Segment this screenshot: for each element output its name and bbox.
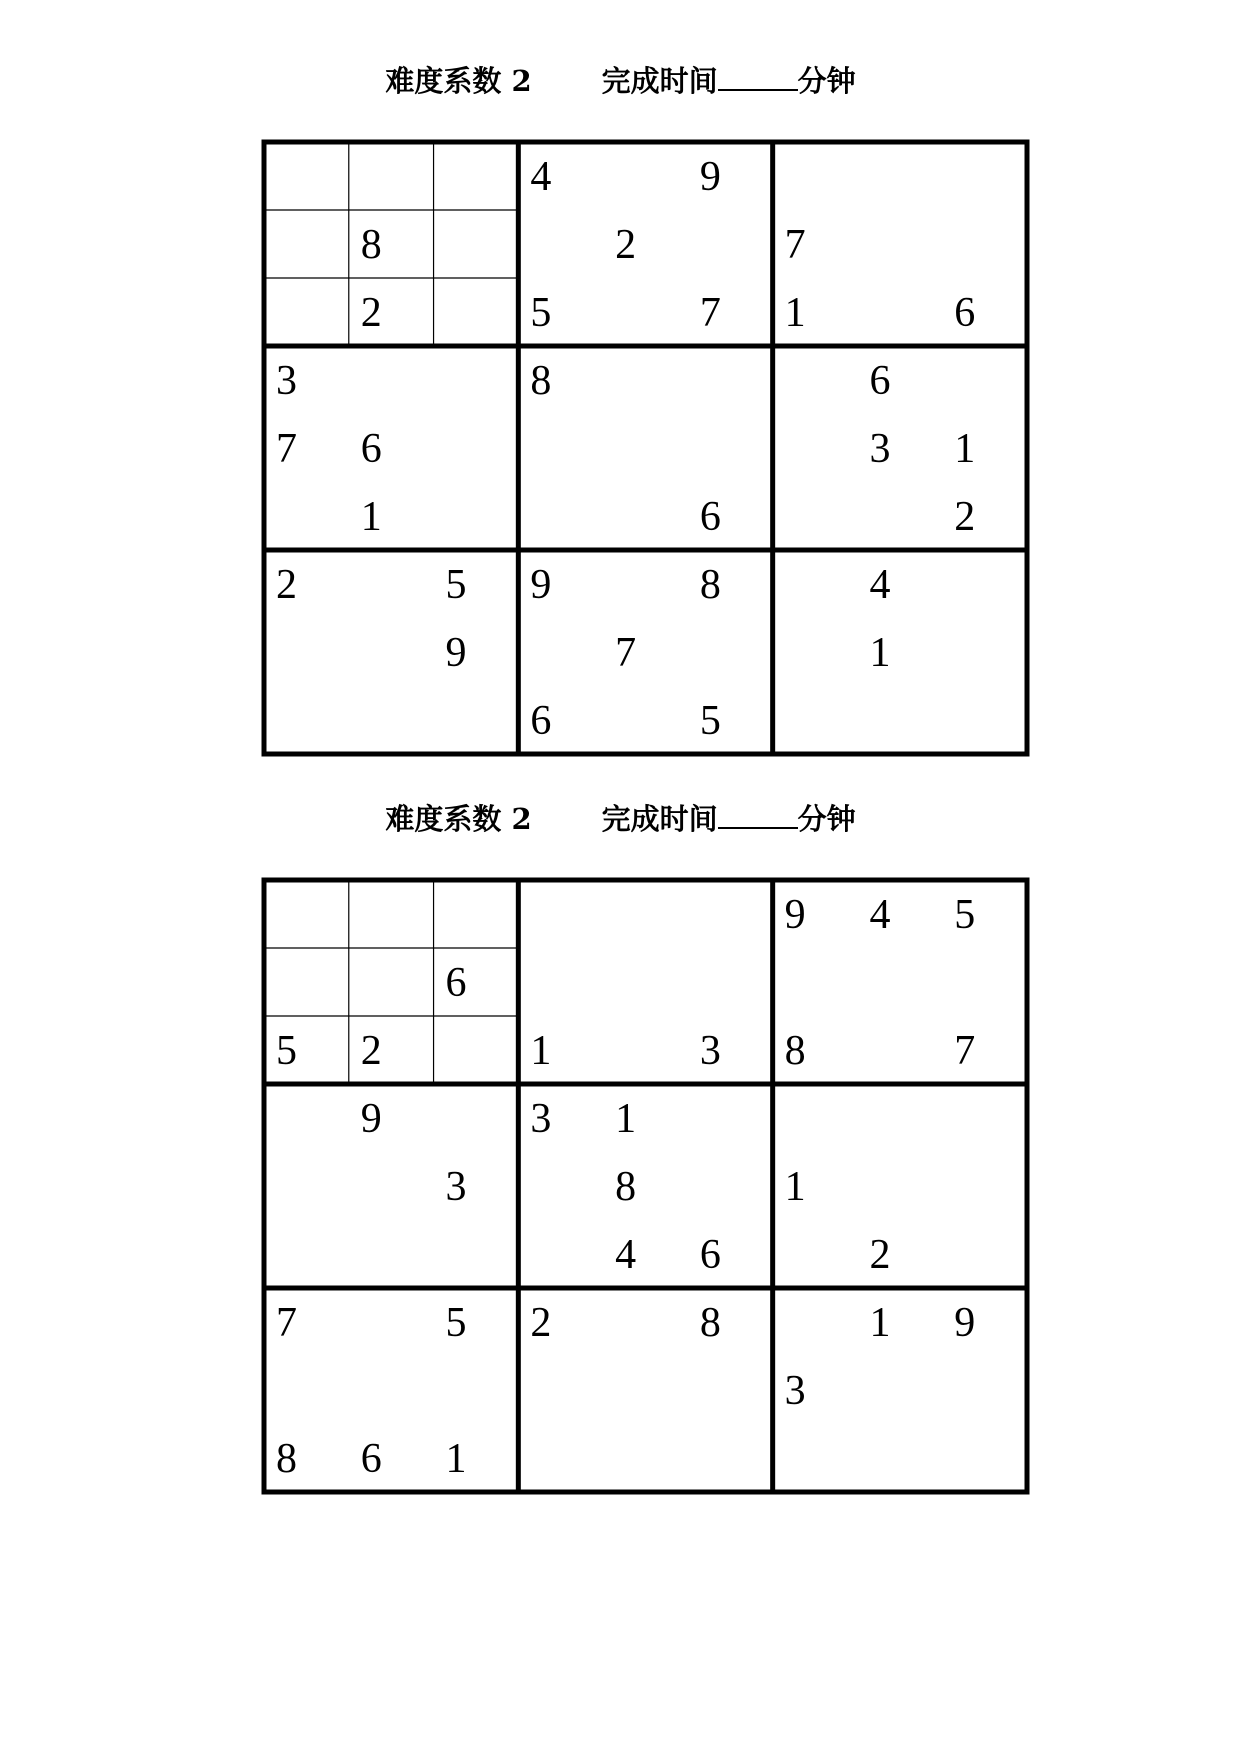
given-digit: 8 [784,1028,806,1074]
sudoku-cell [264,1424,348,1490]
sudoku-cell [349,210,433,276]
given-digit: 3 [869,426,891,472]
sudoku-cell [349,414,433,480]
given-digit: 1 [784,1164,806,1210]
sudoku-cell [518,1288,602,1354]
sudoku-cell [603,1084,687,1150]
given-digit: 5 [445,1300,467,1346]
sudoku-cell[interactable] [688,1152,772,1218]
given-digit: 1 [784,290,806,336]
sudoku-cell[interactable] [434,1084,518,1150]
given-digit: 8 [699,1300,721,1346]
given-digit: 6 [360,1436,382,1482]
given-digit: 6 [530,698,552,744]
sudoku-cell[interactable] [603,1288,687,1354]
sudoku-cell [264,1016,348,1082]
sudoku-cell [603,210,687,276]
given-digit: 2 [360,290,382,336]
sudoku-cell [688,278,772,344]
sudoku-cell [434,1424,518,1490]
sudoku-cell[interactable] [773,618,857,684]
sudoku-cell [434,1152,518,1218]
sudoku-cell[interactable] [349,550,433,616]
given-digit: 3 [699,1028,721,1074]
sudoku-cell[interactable] [857,482,941,548]
sudoku-cell [349,278,433,344]
puzzle-1-header [0,61,1241,101]
sudoku-cell[interactable] [773,1288,857,1354]
sudoku-cell[interactable] [264,1152,348,1218]
given-digit: 1 [869,630,891,676]
time-unit-label: 分钟 [797,64,856,98]
sudoku-cell [688,1016,772,1082]
sudoku-cell [857,414,941,480]
given-digit: 9 [954,1300,976,1346]
sudoku-cell [518,346,602,412]
given-digit: 1 [615,1096,637,1142]
sudoku-cell[interactable] [518,210,602,276]
sudoku-cell[interactable] [857,948,941,1014]
given-digit: 9 [530,562,552,608]
time-label: 完成时间 [601,802,718,836]
sudoku-cell[interactable] [773,414,857,480]
sudoku-cell [434,1288,518,1354]
sudoku-cell [773,278,857,344]
sudoku-cell [773,1356,857,1422]
sudoku-cell[interactable] [264,278,348,344]
sudoku-cell[interactable] [518,414,602,480]
sudoku-cell[interactable] [603,948,687,1014]
sudoku-cell[interactable] [942,346,1026,412]
sudoku-cell[interactable] [434,142,518,208]
sudoku-cell[interactable] [603,1424,687,1490]
sudoku-cell[interactable] [603,482,687,548]
sudoku-cell[interactable] [688,210,772,276]
given-digit: 6 [699,494,721,540]
given-digit: 3 [784,1368,806,1414]
given-digit: 8 [615,1164,637,1210]
time-label: 完成时间 [601,64,718,98]
sudoku-cell[interactable] [857,278,941,344]
sudoku-cell[interactable] [773,346,857,412]
given-digit: 2 [954,494,976,540]
sudoku-cell[interactable] [603,880,687,946]
sudoku-cell[interactable] [857,1152,941,1218]
given-digit: 7 [276,1300,297,1346]
given-digit: 7 [784,222,806,268]
sudoku-cell[interactable] [264,948,348,1014]
sudoku-cell[interactable] [688,618,772,684]
sudoku-cell[interactable] [264,618,348,684]
given-digit: 2 [530,1300,552,1346]
sudoku-cell[interactable] [434,346,518,412]
sudoku-cell[interactable] [857,210,941,276]
sudoku-cell [857,880,941,946]
sudoku-cell[interactable] [603,346,687,412]
given-digit: 7 [276,426,297,472]
sudoku-cell[interactable] [264,686,348,752]
given-digit: 4 [869,562,891,608]
sudoku-cell[interactable] [773,948,857,1014]
sudoku-cell[interactable] [688,948,772,1014]
sudoku-cell[interactable] [942,142,1026,208]
sudoku-cell[interactable] [434,278,518,344]
sudoku-cell [518,142,602,208]
sudoku-cell [264,550,348,616]
sudoku-cell [942,880,1026,946]
sudoku-cell [603,1152,687,1218]
sudoku-cell [857,346,941,412]
sudoku-cell[interactable] [942,948,1026,1014]
given-digit: 6 [699,1232,721,1278]
given-digit: 3 [530,1096,552,1142]
sudoku-cell[interactable] [264,1084,348,1150]
sudoku-cell[interactable] [264,142,348,208]
sudoku-cell[interactable] [857,1084,941,1150]
sudoku-cell [688,1288,772,1354]
sudoku-cell[interactable] [349,1220,433,1286]
sudoku-cell[interactable] [688,414,772,480]
time-blank-line[interactable] [718,61,798,91]
sudoku-cell [434,948,518,1014]
sudoku-cell[interactable] [349,618,433,684]
sudoku-cell[interactable] [773,1084,857,1150]
sudoku-cell [264,1288,348,1354]
given-digit: 1 [869,1300,891,1346]
sudoku-cell [942,1016,1026,1082]
sudoku-cell [264,346,348,412]
sudoku-grid-2 [264,880,1027,1492]
given-digit: 1 [954,426,976,472]
given-digit: 4 [530,154,552,200]
sudoku-cell [264,414,348,480]
sudoku-cell[interactable] [349,1152,433,1218]
given-digit: 4 [615,1232,637,1278]
sudoku-cell[interactable] [688,346,772,412]
sudoku-cell [518,686,602,752]
sudoku-cell [773,210,857,276]
sudoku-cell[interactable] [603,414,687,480]
sudoku-cell [773,880,857,946]
sudoku-cell[interactable] [942,550,1026,616]
given-digit: 5 [699,698,721,744]
sudoku-cell[interactable] [942,1356,1026,1422]
sudoku-cell[interactable] [773,482,857,548]
sudoku-cell[interactable] [942,1084,1026,1150]
given-digit: 8 [530,358,552,404]
given-digit: 4 [869,892,891,938]
sudoku-cell [688,1220,772,1286]
sudoku-cell[interactable] [603,550,687,616]
time-unit-label: 分钟 [797,802,856,836]
sudoku-cell[interactable] [773,550,857,616]
difficulty-label: 难度系数 2 [385,64,532,98]
sudoku-cell[interactable] [434,210,518,276]
sudoku-cell[interactable] [434,880,518,946]
sudoku-cell[interactable] [857,686,941,752]
sudoku-cell[interactable] [688,1424,772,1490]
sudoku-cell[interactable] [349,142,433,208]
difficulty-label: 难度系数 2 [385,802,532,836]
sudoku-cell [857,550,941,616]
sudoku-cell [942,414,1026,480]
sudoku-cell[interactable] [349,948,433,1014]
given-digit: 1 [360,494,382,540]
sudoku-cell[interactable] [349,686,433,752]
sudoku-cell[interactable] [434,1356,518,1422]
sudoku-cell[interactable] [857,1424,941,1490]
given-digit: 9 [360,1096,382,1142]
sudoku-cell[interactable] [264,482,348,548]
sudoku-cell[interactable] [518,618,602,684]
given-digit: 9 [699,154,721,200]
sudoku-cell[interactable] [518,1220,602,1286]
sudoku-cell[interactable] [349,346,433,412]
sudoku-cell[interactable] [688,1084,772,1150]
sudoku-cell[interactable] [434,686,518,752]
sudoku-cell [349,1016,433,1082]
sudoku-cell[interactable] [518,1424,602,1490]
sudoku-cell [688,550,772,616]
sudoku-cell[interactable] [349,880,433,946]
given-digit: 5 [954,892,976,938]
sudoku-cell [857,1288,941,1354]
given-digit: 6 [445,960,467,1006]
sudoku-cell [688,142,772,208]
sudoku-cell[interactable] [942,1424,1026,1490]
sudoku-cell [518,550,602,616]
given-digit: 3 [276,358,297,404]
given-digit: 5 [445,562,467,608]
sudoku-cell[interactable] [942,618,1026,684]
sudoku-cell[interactable] [773,1220,857,1286]
sudoku-cell [942,278,1026,344]
given-digit: 8 [276,1436,297,1482]
sudoku-cell [518,278,602,344]
given-digit: 3 [445,1164,467,1210]
given-digit: 1 [445,1436,467,1482]
sudoku-cell [349,1424,433,1490]
sudoku-cell [518,1016,602,1082]
sudoku-cell[interactable] [518,482,602,548]
given-digit: 2 [360,1028,382,1074]
sudoku-cell[interactable] [264,880,348,946]
sudoku-cell[interactable] [603,686,687,752]
sudoku-cell[interactable] [857,1356,941,1422]
sudoku-cell[interactable] [942,1220,1026,1286]
sudoku-cell[interactable] [349,1288,433,1354]
given-digit: 5 [276,1028,297,1074]
sudoku-cell[interactable] [857,1016,941,1082]
sudoku-cell[interactable] [773,142,857,208]
given-digit: 7 [699,290,721,336]
given-digit: 9 [445,630,467,676]
given-digit: 6 [869,358,891,404]
sudoku-cell [349,1084,433,1150]
sudoku-cell[interactable] [434,482,518,548]
sudoku-grid-1 [264,142,1027,754]
given-digit: 6 [954,290,976,336]
given-digit: 9 [784,892,806,938]
sudoku-cell[interactable] [773,686,857,752]
sudoku-cell [942,482,1026,548]
sudoku-cell[interactable] [518,1152,602,1218]
given-digit: 5 [530,290,552,336]
sudoku-cell[interactable] [434,414,518,480]
sudoku-cell[interactable] [603,1016,687,1082]
sudoku-cell[interactable] [942,686,1026,752]
given-digit: 7 [615,630,637,676]
sudoku-cell[interactable] [518,948,602,1014]
sudoku-cell [349,482,433,548]
sudoku-cell[interactable] [349,1356,433,1422]
sudoku-cell [434,618,518,684]
sudoku-cell[interactable] [603,1356,687,1422]
sudoku-cell[interactable] [688,880,772,946]
sudoku-cell[interactable] [942,210,1026,276]
given-digit: 8 [360,222,382,268]
sudoku-cell[interactable] [434,1220,518,1286]
sudoku-cell [688,686,772,752]
sudoku-cell [773,1016,857,1082]
sudoku-cell[interactable] [434,1016,518,1082]
time-blank-line[interactable] [718,799,798,829]
given-digit: 2 [869,1232,891,1278]
sudoku-cell[interactable] [603,278,687,344]
sudoku-cell [773,1152,857,1218]
given-digit: 8 [699,562,721,608]
sudoku-cell [603,618,687,684]
sudoku-cell [942,1288,1026,1354]
sudoku-cell[interactable] [688,1356,772,1422]
sudoku-cell [434,550,518,616]
puzzle-2-header [0,799,1241,839]
sudoku-cell[interactable] [773,1424,857,1490]
sudoku-cell [603,1220,687,1286]
sudoku-cell[interactable] [603,142,687,208]
sudoku-cell[interactable] [857,142,941,208]
given-digit: 2 [615,222,637,268]
given-digit: 6 [360,426,382,472]
sudoku-cell[interactable] [942,1152,1026,1218]
sudoku-cell [688,482,772,548]
given-digit: 7 [954,1028,976,1074]
sudoku-cell[interactable] [518,1356,602,1422]
sudoku-cell [518,1084,602,1150]
sudoku-cell[interactable] [264,1356,348,1422]
sudoku-cell [857,1220,941,1286]
sudoku-cell[interactable] [518,880,602,946]
given-digit: 1 [530,1028,552,1074]
given-digit: 2 [276,562,297,608]
sudoku-cell[interactable] [264,210,348,276]
sudoku-cell [857,618,941,684]
sudoku-cell[interactable] [264,1220,348,1286]
